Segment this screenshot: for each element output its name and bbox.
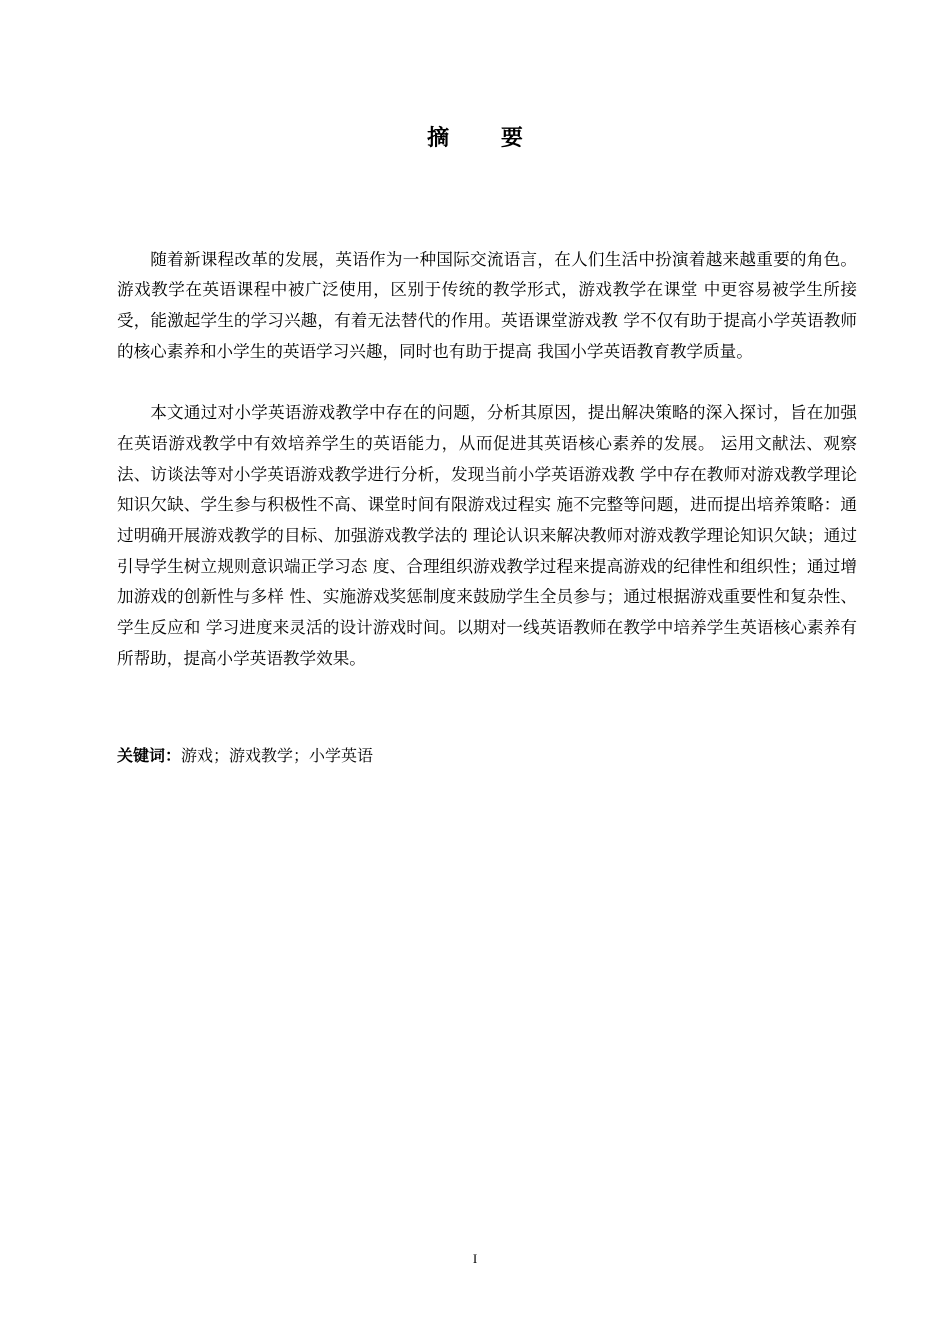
abstract-paragraph-2: 本文通过对小学英语游戏教学中存在的问题，分析其原因，提出解决策略的深入探讨，旨在加强在英语游戏教学中有效培养学生的英语能力，从而促进其英语核心素养的发展。 运用文献法、观察法、访谈法等对小学英语游戏教学进行分析，发现当前小学英语游戏教 学中存在教师对游戏教学理论知识欠缺、学生参与积极性不高、课堂时间有限游戏过程实 施不完整等问题，进而提出培养策略：通过明确开展游戏教学的目标、加强游戏教学法的 理论认识来解决教师对游戏教学理论知识欠缺；通过引导学生树立规则意识端正学习态 度、合理组织游戏教学过程来提高游戏的纪律性和组织性；通过增加游戏的创新性与多样 性、实施游戏奖惩制度来鼓励学生全员参与；通过根据游戏重要性和复杂性、学生反应和 学习进度来灵活的设计游戏时间。以期对一线英语教师在教学中培养学生英语核心素养有 所帮助，提高小学英语教学效果。	[117, 403, 857, 668]
keywords-label: 关键词：	[117, 746, 182, 765]
abstract-paragraph-1: 随着新课程改革的发展，英语作为一种国际交流语言，在人们生活中扮演着越来越重要的角色。游戏教学在英语课程中被广泛使用，区别于传统的教学形式，游戏教学在课堂 中更容易被学生所接受，能激起学生的学习兴趣，有着无法替代的作用。英语课堂游戏教 学不仅有助于提高小学英语教师的核心素养和小学生的英语学习兴趣，同时也有助于提高 我国小学英语教育教学质量。	[117, 249, 857, 361]
keywords-value: 游戏；游戏教学；小学英语	[181, 746, 374, 765]
keywords-line	[117, 741, 857, 771]
page-number: I	[472, 1251, 478, 1266]
abstract-title: 摘 要	[427, 125, 545, 151]
abstract-body	[117, 214, 857, 705]
